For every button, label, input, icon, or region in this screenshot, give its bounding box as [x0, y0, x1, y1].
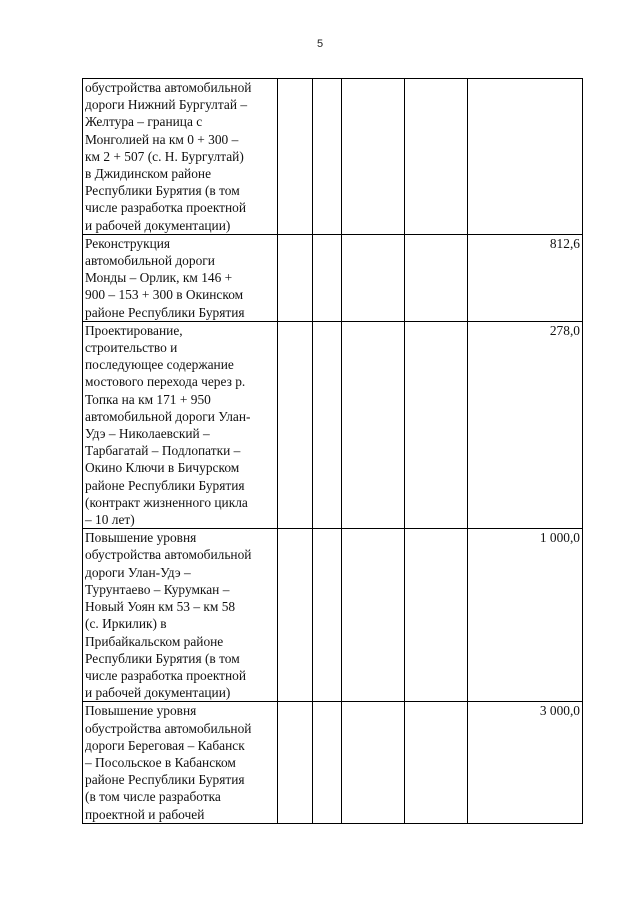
description-line: (с. Иркилик) в: [85, 616, 167, 632]
description-line: (в том числе разработка: [85, 789, 221, 805]
empty-cell: [278, 529, 313, 702]
amount-cell: 3 000,0: [468, 702, 583, 823]
amount-cell: [468, 79, 583, 235]
empty-cell: [313, 321, 342, 528]
description-line: 900 – 153 + 300 в Окинском: [85, 287, 244, 303]
empty-cell: [405, 529, 468, 702]
description-line: Турунтаево – Курумкан –: [85, 581, 230, 597]
description-line: (контракт жизненного цикла: [85, 494, 248, 510]
description-line: – Посольское в Кабанском: [85, 754, 236, 770]
description-line: Окино Ключи в Бичурском: [85, 460, 240, 476]
row-description: [83, 321, 278, 528]
empty-cell: [405, 702, 468, 823]
row-description: [83, 234, 278, 321]
description-line: числе разработка проектной: [85, 200, 247, 216]
description-line: Новый Уоян км 53 – км 58: [85, 599, 236, 615]
empty-cell: [313, 529, 342, 702]
description-line: мостового перехода через р.: [85, 374, 246, 390]
empty-cell: [278, 321, 313, 528]
description-line: и рабочей документации): [85, 685, 231, 701]
description-line: числе разработка проектной: [85, 667, 247, 683]
description-line: Повышение уровня: [85, 703, 197, 719]
description-line: районе Республики Бурятия: [85, 772, 245, 788]
description-line: автомобильной дороги: [85, 253, 215, 269]
description-line: районе Республики Бурятия: [85, 477, 245, 493]
description-line: км 2 + 507 (с. Н. Бургултай): [85, 148, 244, 164]
empty-cell: [405, 234, 468, 321]
description-line: Топка на км 171 + 950: [85, 391, 211, 407]
budget-table: [82, 78, 583, 824]
amount-cell: 812,6: [468, 234, 583, 321]
description-line: и рабочей документации): [85, 217, 231, 233]
empty-cell: [342, 79, 405, 235]
empty-cell: [278, 234, 313, 321]
description-line: последующее содержание: [85, 357, 234, 373]
description-line: строительство и: [85, 340, 178, 356]
empty-cell: [278, 702, 313, 823]
row-description: [83, 529, 278, 702]
description-line: Монголией на км 0 + 300 –: [85, 131, 239, 147]
description-line: Проектирование,: [85, 322, 183, 338]
description-line: автомобильной дороги Улан-: [85, 408, 251, 424]
description-line: проектной и рабочей: [85, 806, 205, 822]
table-row: [83, 702, 583, 823]
table-row: [83, 79, 583, 235]
description-line: Реконструкция: [85, 235, 171, 251]
description-line: Тарбагатай – Подлопатки –: [85, 443, 241, 459]
amount-cell: 1 000,0: [468, 529, 583, 702]
description-line: – 10 лет): [85, 512, 135, 528]
description-line: Республики Бурятия (в том: [85, 183, 240, 199]
empty-cell: [405, 321, 468, 528]
empty-cell: [313, 234, 342, 321]
empty-cell: [278, 79, 313, 235]
description-line: обустройства автомобильной: [85, 80, 252, 95]
description-line: дороги Нижний Бургултай –: [85, 97, 248, 113]
description-line: Монды – Орлик, км 146 +: [85, 270, 233, 286]
table-row: [83, 321, 583, 528]
row-description: [83, 702, 278, 823]
empty-cell: [342, 702, 405, 823]
empty-cell: [313, 702, 342, 823]
description-line: обустройства автомобильной: [85, 720, 252, 736]
page-number: 5: [316, 38, 324, 50]
description-line: дороги Улан-Удэ –: [85, 564, 191, 580]
table-row: [83, 529, 583, 702]
empty-cell: [313, 79, 342, 235]
description-line: Желтура – граница с: [85, 114, 203, 130]
description-line: Повышение уровня: [85, 530, 197, 546]
description-line: обустройства автомобильной: [85, 547, 252, 563]
empty-cell: [405, 79, 468, 235]
row-description: [83, 79, 278, 235]
empty-cell: [342, 234, 405, 321]
description-line: Прибайкальском районе: [85, 633, 224, 649]
empty-cell: [342, 321, 405, 528]
description-line: Удэ – Николаевский –: [85, 426, 210, 442]
description-line: дороги Береговая – Кабанск: [85, 737, 245, 753]
table-row: [83, 234, 583, 321]
empty-cell: [342, 529, 405, 702]
description-line: в Джидинском районе: [85, 166, 212, 182]
amount-cell: 278,0: [468, 321, 583, 528]
description-line: районе Республики Бурятия: [85, 304, 245, 320]
description-line: Республики Бурятия (в том: [85, 650, 240, 666]
